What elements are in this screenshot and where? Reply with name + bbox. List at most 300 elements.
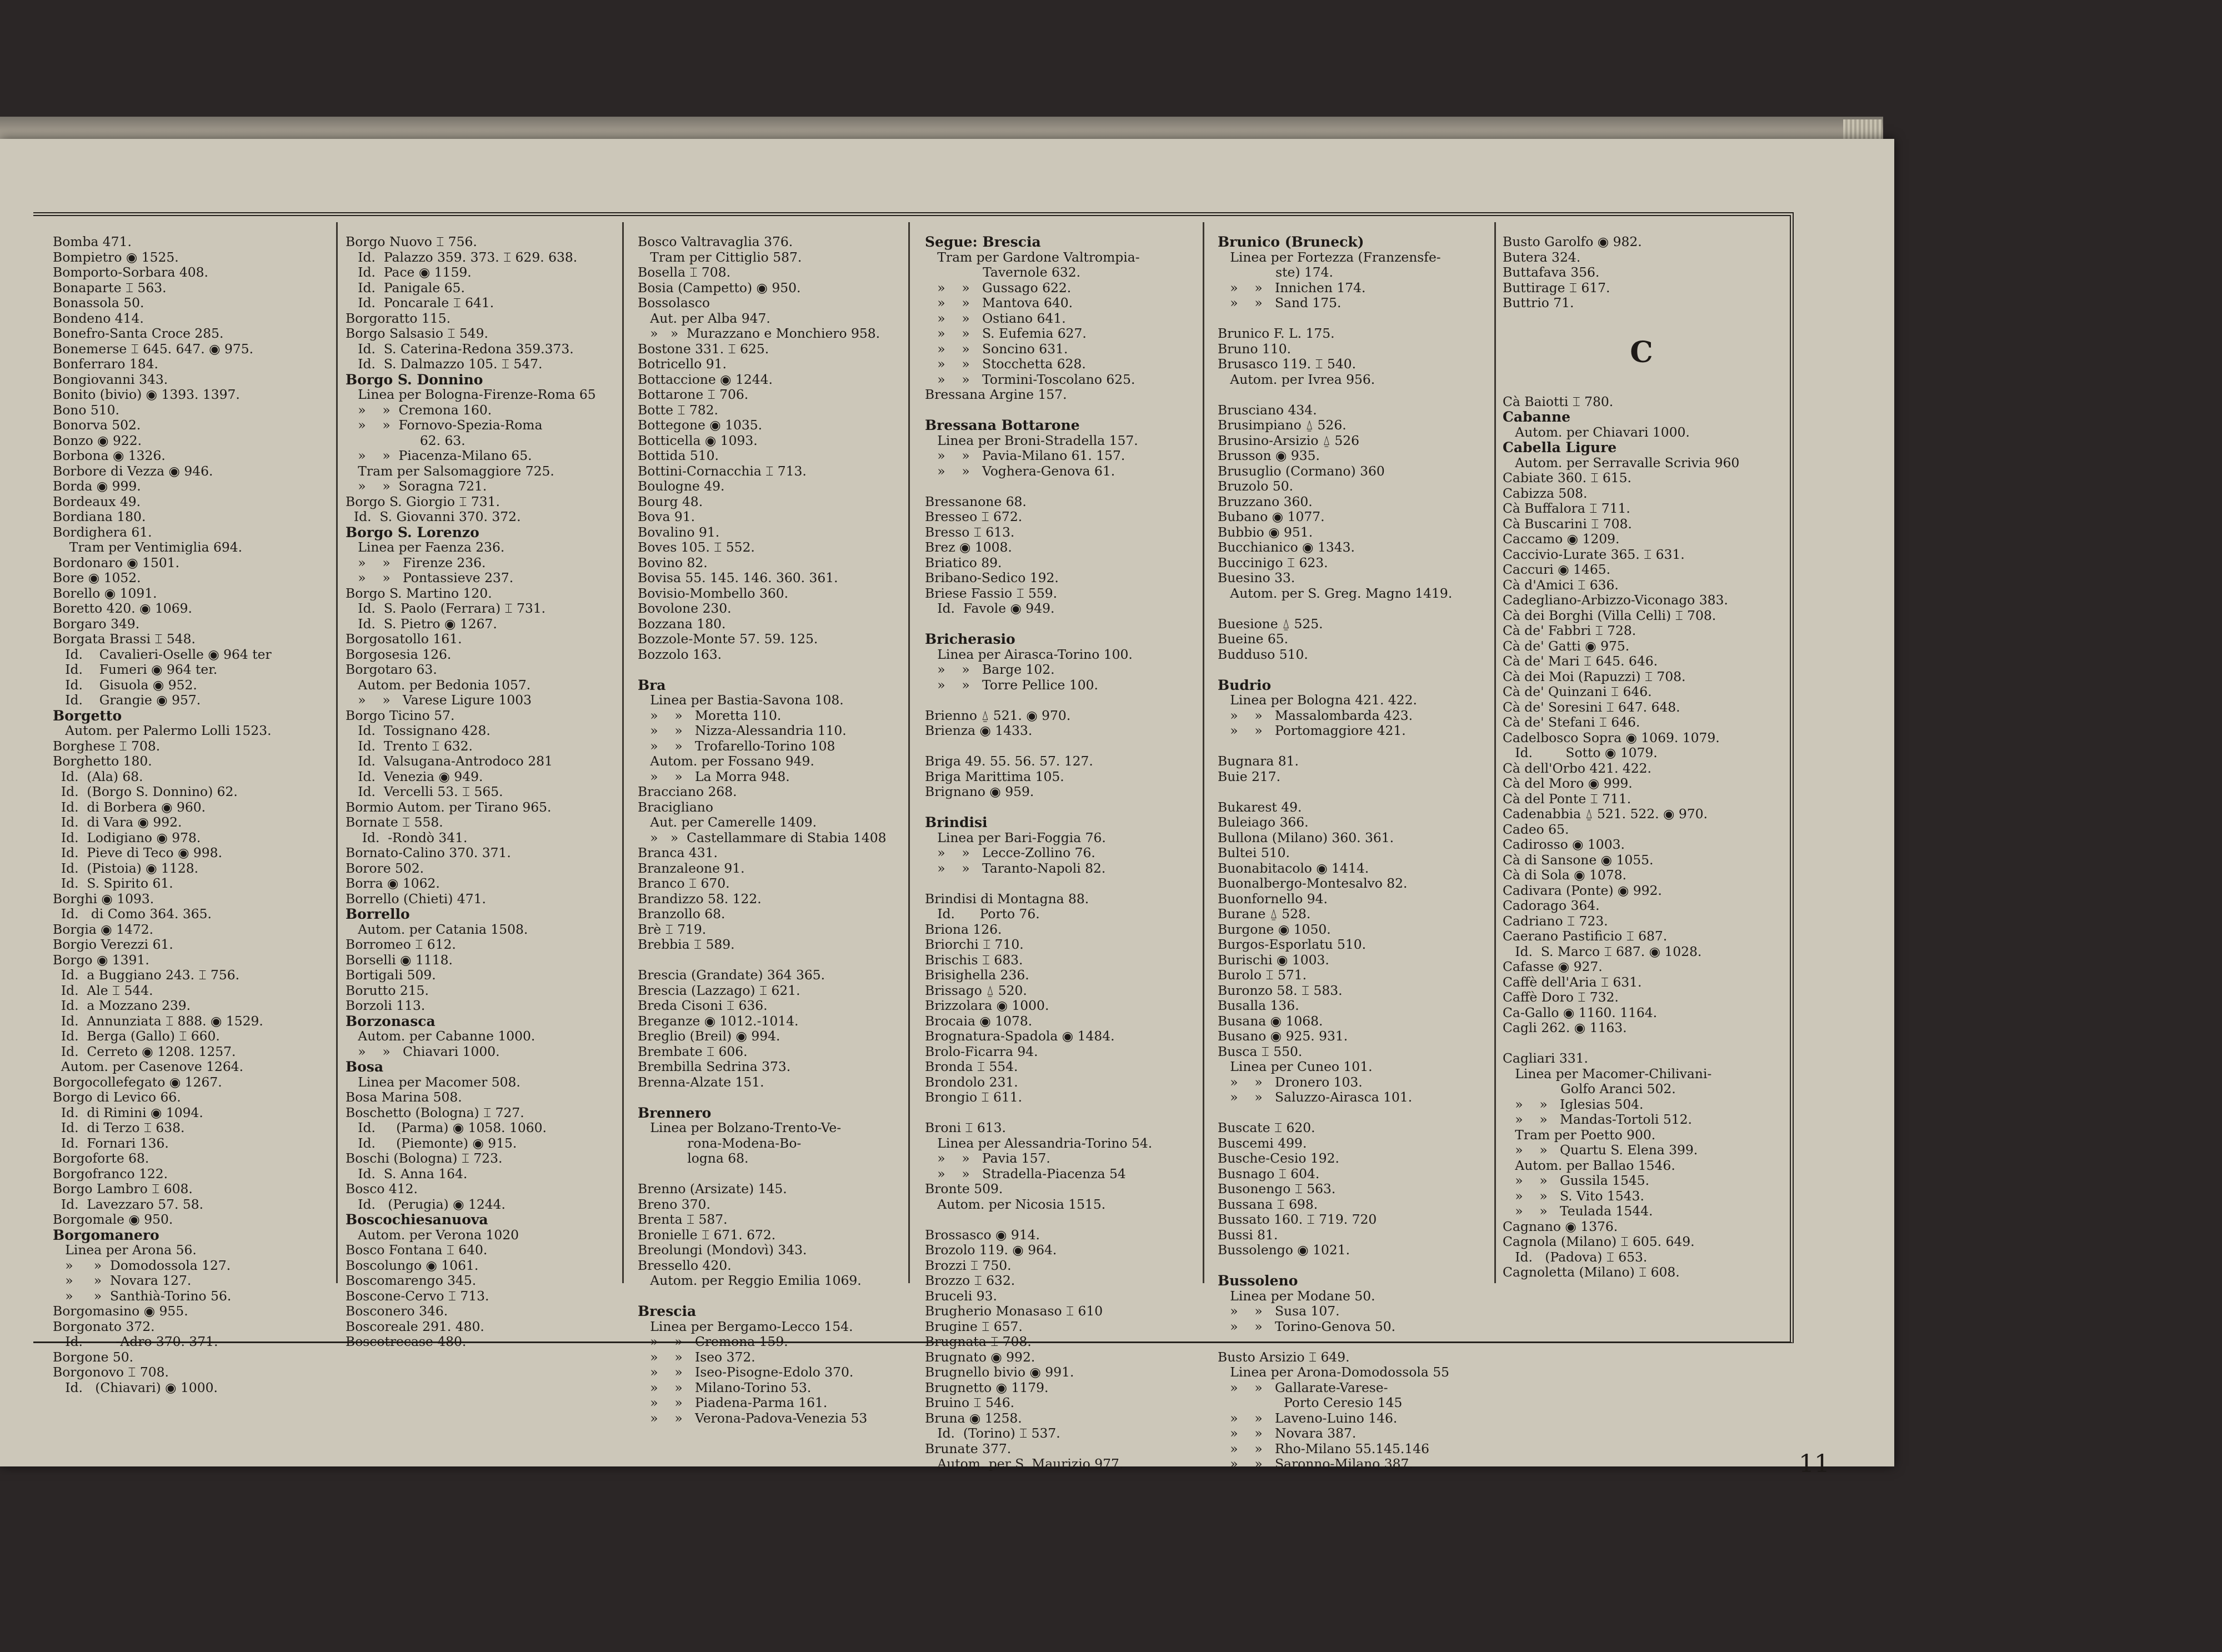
index-entry: Botte ⌶ 782. — [638, 402, 718, 418]
index-entry: Cà de' Gatti ◉ 975. — [1503, 638, 1630, 654]
index-entry: Borgo S. Giorgio ⌶ 731. — [346, 493, 500, 509]
index-entry: Bozzole-Monte 57. 59. 125. — [638, 631, 818, 647]
index-entry: Borgo Ticino 57. — [346, 707, 455, 723]
index-entry: » » Portomaggiore 421. — [1218, 723, 1406, 738]
index-entry: Bordeaux 49. — [53, 493, 141, 509]
index-entry: Cadirosso ◉ 1003. — [1503, 837, 1625, 852]
index-entry: Id. di Rimini ◉ 1094. — [53, 1104, 203, 1120]
index-entry: » » Saluzzo-Airasca 101. — [1218, 1089, 1413, 1105]
index-entry: Bronte 509. — [925, 1181, 1003, 1197]
index-entry: Id. (Parma) ◉ 1058. 1060. — [346, 1120, 547, 1135]
index-entry: Id. Valsugana-Antrodoco 281 — [346, 753, 553, 769]
index-entry: Id. a Mozzano 239. — [53, 998, 191, 1013]
index-entry: Budduso 510. — [1218, 646, 1308, 662]
index-entry: Cabanne — [1503, 409, 1571, 425]
index-entry: Id. S. Spirito 61. — [53, 875, 173, 891]
index-entry: Brozolo 119. ◉ 964. — [925, 1242, 1057, 1258]
index-entry: Id. Grangie ◉ 957. — [53, 692, 201, 708]
index-entry: Brissago ⍙ 520. — [925, 982, 1027, 998]
index-entry: Brenna-Alzate 151. — [638, 1074, 764, 1090]
entry-spacer — [638, 1289, 915, 1304]
index-entry: Boves 105. ⌶ 552. — [638, 539, 755, 555]
index-entry: Brusimpiano ⍙ 526. — [1218, 417, 1347, 433]
index-entry: Caffè dell'Aria ⌶ 631. — [1503, 974, 1642, 990]
index-entry: Buonalbergo-Montesalvo 82. — [1218, 875, 1408, 891]
index-entry: Borghi ◉ 1093. — [53, 890, 154, 907]
index-column-2 — [346, 234, 623, 1451]
index-entry: Cabizza 508. — [1503, 485, 1588, 501]
index-entry: Brugine ⌶ 657. — [925, 1318, 1023, 1334]
index-entry: Cà de' Soresini ⌶ 647. 648. — [1503, 699, 1680, 715]
index-entry: Brusson ◉ 935. — [1218, 448, 1320, 463]
index-entry: Bresseo ⌶ 672. — [925, 509, 1023, 524]
index-entry: » » Taranto-Napoli 82. — [925, 860, 1106, 876]
index-entry: Bottini-Cornacchia ⌶ 713. — [638, 463, 807, 479]
index-entry: Autom. per Ballao 1546. — [1503, 1157, 1675, 1173]
index-entry: Id. Sotto ◉ 1079. — [1503, 745, 1658, 760]
index-entry: Id. Favole ◉ 949. — [925, 600, 1055, 616]
index-entry: » » Innichen 174. — [1218, 279, 1366, 296]
index-entry: Id. Cerreto ◉ 1208. 1257. — [53, 1043, 236, 1059]
index-entry: » » Saronno-Milano 387. — [1218, 1456, 1413, 1471]
index-entry: Borgonato 372. — [53, 1318, 155, 1334]
index-entry: Bossolasco — [638, 295, 710, 311]
index-entry: Brongio ⌶ 611. — [925, 1089, 1023, 1105]
index-entry: Bressana Bottarone — [925, 417, 1080, 433]
index-entry: » » La Morra 948. — [638, 768, 790, 784]
index-entry: » » Gussago 622. — [925, 279, 1072, 296]
index-entry: Borello ◉ 1091. — [53, 585, 157, 601]
index-entry: Botricello 91. — [638, 356, 727, 372]
index-entry: Burolo ⌶ 571. — [1218, 967, 1307, 983]
index-entry: Bosia (Campetto) ◉ 950. — [638, 279, 801, 296]
index-entry: Cà di Sansone ◉ 1055. — [1503, 852, 1654, 868]
index-entry: Boulogne 49. — [638, 478, 725, 494]
index-entry: Bornate ⌶ 558. — [346, 814, 443, 830]
index-entry: Bukarest 49. — [1218, 799, 1302, 815]
index-entry: Brusuglio (Cormano) 360 — [1218, 463, 1385, 479]
index-entry: Bottegone ◉ 1035. — [638, 417, 763, 433]
index-entry: Tram per Gardone Valtrompia- — [925, 249, 1140, 265]
index-entry: Autom. per Serravalle Scrivia 960 — [1503, 454, 1740, 470]
index-entry: » » Santhià-Torino 56. — [53, 1288, 232, 1304]
index-entry: Brocaia ◉ 1078. — [925, 1013, 1033, 1029]
index-entry: Cabella Ligure — [1503, 439, 1617, 455]
index-entry: Bongiovanni 343. — [53, 371, 168, 387]
index-entry: » » Novara 387. — [1218, 1425, 1357, 1441]
index-entry: » » Teulada 1544. — [1503, 1203, 1653, 1219]
index-entry: Id. Lodigiano ◉ 978. — [53, 829, 201, 845]
index-entry: Bonito (bivio) ◉ 1393. 1397. — [53, 387, 240, 402]
index-entry: Brescia (Lazzago) ⌶ 621. — [638, 982, 800, 998]
index-entry: Cadeo 65. — [1503, 821, 1569, 837]
index-entry: Brandizzo 58. 122. — [638, 890, 762, 907]
index-entry: Bonaparte ⌶ 563. — [53, 279, 167, 296]
index-entry: Brusciano 434. — [1218, 402, 1317, 418]
index-entry: » » Trofarello-Torino 108 — [638, 738, 835, 754]
index-entry: Breno 370. — [638, 1196, 710, 1212]
index-entry: Aut. per Alba 947. — [638, 310, 770, 326]
index-entry: Bracigliano — [638, 799, 713, 815]
index-entry: Borgo S. Lorenzo — [346, 524, 479, 540]
index-entry: Linea per Bolzano-Trento-Ve- — [638, 1120, 842, 1135]
index-entry: Bovisa 55. 145. 146. 360. 361. — [638, 570, 838, 585]
index-entry: Tavernole 632. — [925, 264, 1081, 280]
index-entry: » » Sand 175. — [1218, 295, 1342, 311]
index-entry: Borgomanero — [53, 1227, 159, 1243]
index-entry: Bruceli 93. — [925, 1288, 997, 1304]
index-entry: Linea per Arona 56. — [53, 1242, 197, 1258]
index-entry: Buttirage ⌶ 617. — [1503, 279, 1610, 296]
index-entry: Bugnara 81. — [1218, 753, 1299, 769]
index-entry: Briatico 89. — [925, 554, 1002, 570]
index-entry: » » S. Vito 1543. — [1503, 1188, 1644, 1204]
index-entry: Cabiate 360. ⌶ 615. — [1503, 470, 1632, 485]
index-entry: Borgo Nuovo ⌶ 756. — [346, 234, 477, 249]
index-entry: Borgo Salsasio ⌶ 549. — [346, 326, 488, 341]
index-column-4 — [925, 234, 1203, 1471]
index-entry: Id. Gisuola ◉ 952. — [53, 677, 197, 693]
index-entry: Branzaleone 91. — [638, 860, 745, 876]
index-entry: Borgata Brassi ⌶ 548. — [53, 631, 196, 647]
index-entry: Butera 324. — [1503, 249, 1581, 265]
index-entry: Bruno 110. — [1218, 341, 1292, 357]
index-entry: Id. Pace ◉ 1159. — [346, 264, 472, 280]
index-entry: Cafasse ◉ 927. — [1503, 959, 1603, 974]
entry-spacer — [1218, 784, 1495, 800]
index-entry: Borgosesia 126. — [346, 646, 452, 662]
index-entry: Id. Poncarale ⌶ 641. — [346, 295, 494, 311]
index-entry: ste) 174. — [1218, 264, 1333, 280]
index-entry: Id. Fornari 136. — [53, 1135, 169, 1151]
index-entry: Borbona ◉ 1326. — [53, 448, 166, 463]
index-entry: logna 68. — [638, 1150, 749, 1166]
index-entry: Bricherasio — [925, 631, 1015, 647]
index-entry: » » Murazzano e Monchiero 958. — [638, 326, 880, 341]
entry-spacer — [925, 693, 1203, 708]
index-entry: Cadegliano-Arbizzo-Viconago 383. — [1503, 592, 1728, 608]
index-entry: Autom. per Cabanne 1000. — [346, 1028, 536, 1044]
index-entry: Borgoforte 68. — [53, 1150, 149, 1166]
index-entry: Buesione ⍙ 525. — [1218, 615, 1323, 632]
index-entry: Bultei 510. — [1218, 845, 1290, 860]
index-entry: » » Gallarate-Varese- — [1218, 1379, 1388, 1395]
index-entry: Brusino-Arsizio ⍙ 526 — [1218, 432, 1359, 448]
index-entry: Buonabitacolo ◉ 1414. — [1218, 860, 1369, 876]
index-entry: Borgo ◉ 1391. — [53, 952, 149, 968]
index-entry: » » Iglesias 504. — [1503, 1096, 1644, 1112]
index-entry: Id. S. Caterina-Redona 359.373. — [346, 341, 574, 357]
index-entry: Bussoleno — [1218, 1273, 1298, 1289]
index-entry: Id. Cavalieri-Oselle ◉ 964 ter — [53, 646, 272, 662]
index-entry: Brusasco 119. ⌶ 540. — [1218, 356, 1357, 372]
entry-spacer — [925, 403, 1203, 418]
index-entry: Borgo S. Donnino — [346, 371, 483, 388]
index-entry: Bottarone ⌶ 706. — [638, 387, 749, 402]
index-entry: Boretto 420. ◉ 1069. — [53, 600, 192, 616]
index-entry: Borgoratto 115. — [346, 310, 451, 326]
index-entry: Linea per Macomer 508. — [346, 1074, 521, 1090]
index-entry: Autom. per Nicosia 1515. — [925, 1196, 1106, 1212]
index-entry: Breganze ◉ 1012.-1014. — [638, 1013, 799, 1029]
index-entry: Cà de' Mari ⌶ 645. 646. — [1503, 653, 1658, 669]
entry-spacer — [638, 953, 915, 968]
index-entry: Bostone 331. ⌶ 625. — [638, 341, 769, 357]
index-entry: Bondeno 414. — [53, 310, 144, 326]
index-entry: Aut. per Camerelle 1409. — [638, 814, 817, 830]
index-entry: Brondolo 231. — [925, 1074, 1018, 1090]
index-entry: » » Rho-Milano 55.145.146 — [1218, 1440, 1430, 1456]
index-entry: Linea per Fortezza (Franzensfe- — [1218, 249, 1441, 265]
index-entry: Linea per Broni-Stradella 157. — [925, 432, 1138, 448]
index-entry: » » Gussila 1545. — [1503, 1173, 1650, 1188]
index-entry: Linea per Cuneo 101. — [1218, 1059, 1373, 1074]
index-entry: Bosco Valtravaglia 376. — [638, 234, 793, 249]
entry-spacer — [638, 1167, 915, 1182]
index-entry: » » Voghera-Genova 61. — [925, 463, 1115, 479]
index-entry: Borgo di Levico 66. — [53, 1089, 181, 1105]
index-entry: Brennero — [638, 1104, 712, 1121]
index-entry: » » Fornovo-Spezia-Roma — [346, 417, 543, 433]
index-entry: Brunate 377. — [925, 1440, 1012, 1456]
index-entry: » » Novara 127. — [53, 1273, 192, 1288]
index-entry: Id. Trento ⌶ 632. — [346, 738, 473, 754]
index-entry: Cà d'Amici ⌶ 636. — [1503, 577, 1619, 593]
index-entry: Bussi 81. — [1218, 1227, 1278, 1243]
index-entry: Linea per Bologna 421. 422. — [1218, 692, 1417, 708]
index-entry: Bonferraro 184. — [53, 356, 158, 372]
index-entry: Brischis ⌶ 683. — [925, 952, 1023, 968]
index-entry: Bonzo ◉ 922. — [53, 432, 142, 448]
index-entry: Id. S. Anna 164. — [346, 1165, 468, 1182]
index-entry: Bovalino 91. — [638, 524, 720, 540]
index-entry: Borgomale ◉ 950. — [53, 1212, 173, 1227]
index-entry: Busalla 136. — [1218, 998, 1299, 1013]
index-entry: Bormio Autom. per Tirano 965. — [346, 799, 552, 815]
index-entry: » » Firenze 236. — [346, 554, 486, 570]
index-entry: Boschetto (Bologna) ⌶ 727. — [346, 1104, 524, 1120]
index-entry: Tram per Salsomaggiore 725. — [346, 463, 554, 479]
index-entry: Bruna ◉ 1258. — [925, 1410, 1022, 1426]
index-entry: Brindisi — [925, 814, 988, 830]
index-entry: » » Iseo-Pisogne-Edolo 370. — [638, 1364, 854, 1380]
index-entry: Borgotaro 63. — [346, 662, 437, 677]
entry-spacer — [925, 739, 1203, 754]
column-rule — [1203, 222, 1204, 1283]
index-entry: » » Pavia-Milano 61. 157. — [925, 448, 1125, 463]
index-entry: Id. -Rondò 341. — [346, 829, 468, 845]
index-entry: Brizzolara ◉ 1000. — [925, 998, 1049, 1013]
index-entry: Segue: Brescia — [925, 234, 1041, 250]
index-entry: Id. di Terzo ⌶ 638. — [53, 1120, 185, 1135]
index-entry: Id. Berga (Gallo) ⌶ 660. — [53, 1028, 220, 1044]
index-entry: Bore ◉ 1052. — [53, 570, 141, 585]
index-entry: Burane ⍙ 528. — [1218, 906, 1311, 922]
index-entry: » » Pontassieve 237. — [346, 570, 514, 585]
index-entry: Busano ◉ 925. 931. — [1218, 1028, 1348, 1044]
index-entry: » » S. Eufemia 627. — [925, 326, 1087, 341]
index-entry: Id. a Buggiano 243. ⌶ 756. — [53, 967, 240, 983]
index-entry: Bressanone 68. — [925, 493, 1027, 509]
index-entry: Bono 510. — [53, 402, 119, 418]
index-entry: Id. (Ala) 68. — [53, 768, 143, 784]
index-entry: » » Laveno-Luino 146. — [1218, 1410, 1398, 1426]
entry-spacer — [1218, 601, 1495, 617]
index-entry: Borgofranco 122. — [53, 1165, 168, 1182]
index-entry: » » Torino-Genova 50. — [1218, 1318, 1396, 1334]
index-entry: » » Milano-Torino 53. — [638, 1379, 812, 1395]
directory-page — [0, 139, 1894, 1478]
index-entry: » » Dronero 103. — [1218, 1074, 1363, 1090]
index-entry: Id. (Perugia) ◉ 1244. — [346, 1196, 506, 1212]
index-entry: Id. -Adro 370. 371. — [53, 1334, 218, 1349]
index-entry: Brenta ⌶ 587. — [638, 1212, 728, 1227]
index-entry: Id. (Torino) ⌶ 537. — [925, 1425, 1060, 1441]
index-entry: Autom. per Palermo Lolli 1523. — [53, 723, 272, 738]
index-entry: Budrio — [1218, 677, 1272, 693]
index-entry: Autom. per Ivrea 956. — [1218, 371, 1375, 387]
index-entry: Bozzolo 163. — [638, 646, 722, 662]
index-entry: Ca-Gallo ◉ 1160. 1164. — [1503, 1004, 1658, 1020]
index-entry: Brembilla Sedrina 373. — [638, 1059, 791, 1074]
index-entry: Bussato 160. ⌶ 719. 720 — [1218, 1212, 1377, 1227]
index-entry: » » Massalombarda 423. — [1218, 707, 1413, 723]
index-entry: Id. S. Paolo (Ferrara) ⌶ 731. — [346, 600, 546, 616]
index-entry: Linea per Airasca-Torino 100. — [925, 646, 1133, 662]
index-entry: Brunico F. L. 175. — [1218, 326, 1335, 341]
index-entry: Borselli ◉ 1118. — [346, 952, 453, 968]
index-entry: Bourg 48. — [638, 493, 703, 509]
index-entry: Busto Garolfo ◉ 982. — [1503, 234, 1642, 249]
index-entry: Id. (Piemonte) ◉ 915. — [346, 1135, 517, 1151]
index-entry: Botticella ◉ 1093. — [638, 432, 758, 448]
section-letter: C — [1630, 335, 1653, 369]
index-entry: Breolungi (Mondovì) 343. — [638, 1242, 807, 1258]
index-entry: Cà del Ponte ⌶ 711. — [1503, 790, 1632, 807]
index-entry: Borutto 215. — [346, 982, 429, 998]
index-entry: Cà dei Moi (Rapuzzi) ⌶ 708. — [1503, 668, 1686, 684]
index-entry: Id. (Borgo S. Donnino) 62. — [53, 784, 238, 799]
index-entry: Brindisi di Montagna 88. — [925, 890, 1089, 907]
index-entry: Brignano ◉ 959. — [925, 784, 1034, 799]
index-column-3 — [638, 234, 915, 1451]
index-entry: Linea per Bari-Foggia 76. — [925, 829, 1106, 845]
index-entry: Boschi (Bologna) ⌶ 723. — [346, 1150, 503, 1166]
index-entry: » » Verona-Padova-Venezia 53 — [638, 1410, 868, 1426]
index-entry: Autom. per S. Maurizio 977. — [925, 1456, 1124, 1471]
index-entry: Bomba 471. — [53, 234, 132, 249]
index-entry: Brognatura-Spadola ◉ 1484. — [925, 1028, 1115, 1044]
index-entry: Cagliari 331. — [1503, 1050, 1588, 1066]
index-entry: Brugnetto ◉ 1179. — [925, 1379, 1049, 1395]
entry-spacer — [925, 800, 1203, 815]
index-entry: Bucchianico ◉ 1343. — [1218, 539, 1355, 555]
index-entry: Brienza ◉ 1433. — [925, 723, 1033, 738]
index-entry: Cadenabbia ⍙ 521. 522. ◉ 970. — [1503, 806, 1708, 822]
index-entry: Bruzzano 360. — [1218, 493, 1313, 509]
index-entry: Tram per Ventimiglia 694. — [53, 539, 243, 555]
index-entry: Id. Tossignano 428. — [346, 723, 491, 738]
index-entry: Borromeo ⌶ 612. — [346, 937, 456, 952]
index-entry: Bonemerse ⌶ 645. 647. ◉ 975. — [53, 341, 254, 357]
index-entry: Breglio (Breil) ◉ 994. — [638, 1028, 780, 1044]
index-entry: Id. Palazzo 359. 373. ⌶ 629. 638. — [346, 249, 578, 265]
index-entry: Bressana Argine 157. — [925, 387, 1067, 402]
index-entry: Boscomarengo 345. — [346, 1273, 477, 1288]
index-entry: Borbore di Vezza ◉ 946. — [53, 463, 213, 479]
index-entry: Cà dell'Orbo 421. 422. — [1503, 760, 1652, 776]
index-entry: Bordighera 61. — [53, 524, 152, 540]
index-entry: Busnago ⌶ 604. — [1218, 1165, 1320, 1182]
entry-spacer — [925, 876, 1203, 892]
index-entry: » » Moretta 110. — [638, 707, 782, 723]
index-entry: » » Tormini-Toscolano 625. — [925, 371, 1135, 387]
index-entry: Linea per Bologna-Firenze-Roma 65 — [346, 387, 596, 402]
index-entry: Bullona (Milano) 360. 361. — [1218, 829, 1394, 845]
index-entry: Autom. per S. Greg. Magno 1419. — [1218, 585, 1453, 601]
index-entry: Autom. per Reggio Emilia 1069. — [638, 1273, 862, 1288]
index-entry: Buttafava 356. — [1503, 264, 1600, 280]
index-entry: » » Mandas-Tortoli 512. — [1503, 1112, 1692, 1127]
index-entry: Brienno ⍙ 521. ◉ 970. — [925, 707, 1071, 723]
index-entry: Borghese ⌶ 708. — [53, 738, 161, 754]
entry-spacer — [1503, 1036, 1780, 1052]
index-entry: Cà de' Stefani ⌶ 646. — [1503, 714, 1640, 730]
entry-spacer — [1218, 662, 1495, 678]
entry-spacer — [1218, 1258, 1495, 1274]
index-entry: Brescia — [638, 1303, 697, 1319]
index-entry: Autom. per Bedonia 1057. — [346, 677, 531, 693]
index-entry: Bronielle ⌶ 671. 672. — [638, 1227, 776, 1243]
index-entry: Id. di Como 364. 365. — [53, 906, 212, 922]
index-entry: Burgos-Esporlatu 510. — [1218, 937, 1367, 952]
index-entry: Buronzo 58. ⌶ 583. — [1218, 982, 1343, 998]
index-entry: » » Torre Pellice 100. — [925, 677, 1098, 693]
index-entry: » » Soragna 721. — [346, 478, 487, 494]
index-entry: Bosco 412. — [346, 1181, 418, 1197]
index-entry: Bovino 82. — [638, 554, 708, 570]
index-entry: Id. Lavezzaro 57. 58. — [53, 1196, 204, 1212]
index-entry: » » Stocchetta 628. — [925, 356, 1086, 372]
index-entry: Borgo S. Martino 120. — [346, 585, 492, 601]
index-entry: Cagli 262. ◉ 1163. — [1503, 1020, 1627, 1035]
index-entry: Broni ⌶ 613. — [925, 1120, 1006, 1135]
index-entry: Id. Venezia ◉ 949. — [346, 768, 483, 784]
index-entry: Bribano-Sedico 192. — [925, 570, 1059, 585]
index-entry: Breda Cisoni ⌶ 636. — [638, 998, 768, 1013]
index-entry: Boscolungo ◉ 1061. — [346, 1257, 479, 1273]
index-entry: Busca ⌶ 550. — [1218, 1043, 1303, 1059]
entry-spacer — [925, 1212, 1203, 1228]
index-entry: Autom. per Fossano 949. — [638, 753, 814, 769]
entry-spacer — [638, 662, 915, 678]
index-entry: Busto Arsizio ⌶ 649. — [1218, 1349, 1350, 1365]
index-entry: Id. Pieve di Teco ◉ 998. — [53, 845, 223, 860]
index-entry: Branca 431. — [638, 845, 718, 860]
index-entry: Bordonaro ◉ 1501. — [53, 554, 180, 570]
index-entry: Borra ◉ 1062. — [346, 875, 440, 891]
index-entry: Buttrio 71. — [1503, 295, 1574, 311]
index-entry: Id. di Borbera ◉ 960. — [53, 799, 206, 815]
index-entry: Id. S. Giovanni 370. 372. — [346, 509, 521, 524]
index-entry: Buleiago 366. — [1218, 814, 1309, 830]
index-entry: Bompietro ◉ 1525. — [53, 249, 179, 265]
index-entry: Branco ⌶ 670. — [638, 875, 730, 891]
entry-spacer — [925, 617, 1203, 632]
page-number: 11 — [1799, 1450, 1830, 1478]
index-entry: Brugherio Monasaso ⌶ 610 — [925, 1303, 1103, 1319]
index-entry: Caccamo ◉ 1209. — [1503, 531, 1620, 547]
